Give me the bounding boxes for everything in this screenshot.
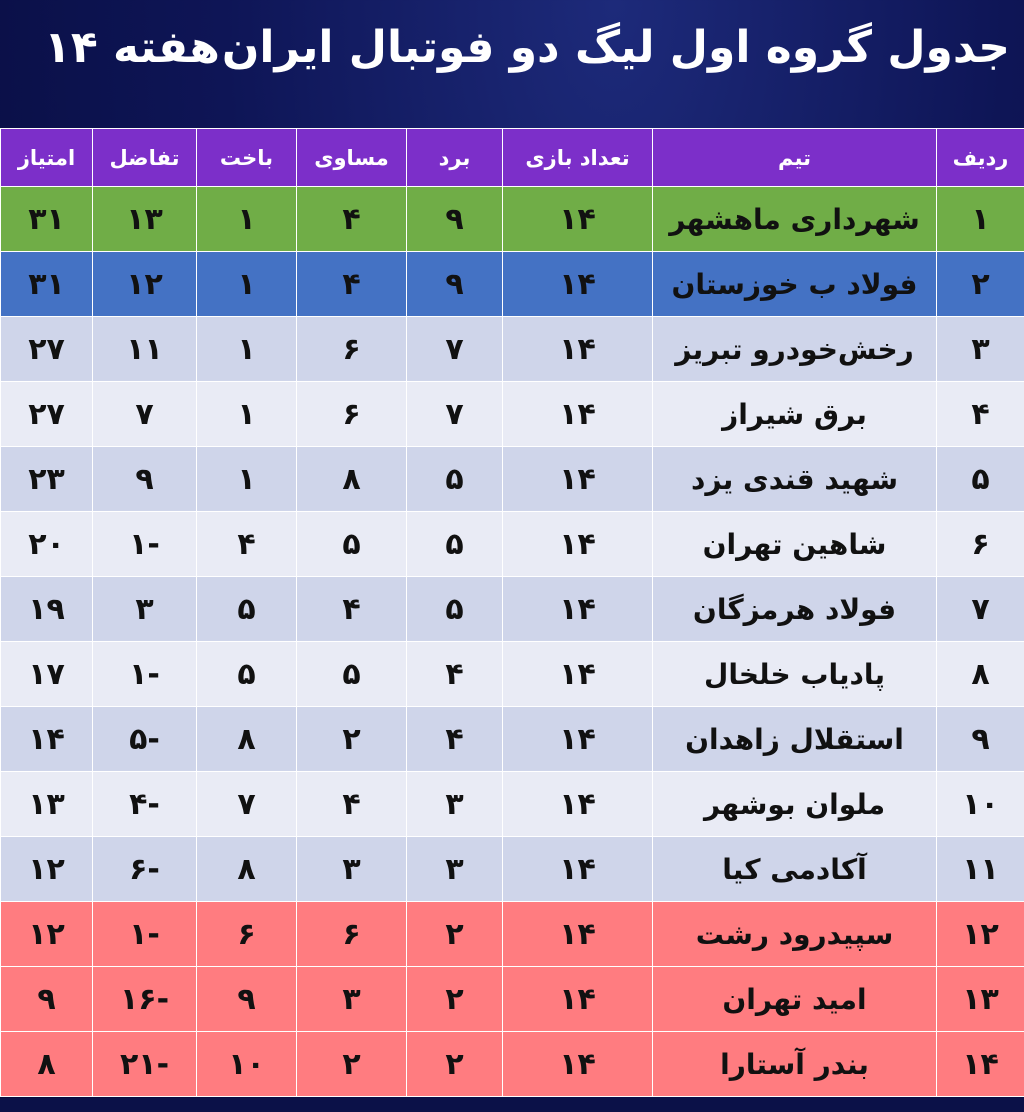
played-cell: ۱۴ <box>503 252 653 317</box>
team-cell: سپیدرود رشت <box>653 902 937 967</box>
points-cell: ۱۳ <box>1 772 93 837</box>
points-cell: ۱۴ <box>1 707 93 772</box>
rank-cell: ۱۴ <box>937 1032 1024 1097</box>
lost-cell: ۴ <box>197 512 297 577</box>
won-cell: ۵ <box>407 577 503 642</box>
column-header-rank: ردیف <box>937 129 1024 187</box>
played-cell: ۱۴ <box>503 642 653 707</box>
table-row <box>1 187 1024 252</box>
lost-cell: ۱ <box>197 382 297 447</box>
drawn-cell: ۵ <box>297 512 407 577</box>
played-cell: ۱۴ <box>503 512 653 577</box>
drawn-cell: ۴ <box>297 577 407 642</box>
played-cell: ۱۴ <box>503 707 653 772</box>
rank-cell: ۱۰ <box>937 772 1024 837</box>
rank-cell: ۲ <box>937 252 1024 317</box>
played-cell: ۱۴ <box>503 317 653 382</box>
table-row <box>1 252 1024 317</box>
won-cell: ۲ <box>407 1032 503 1097</box>
drawn-cell: ۶ <box>297 317 407 382</box>
table-row <box>1 317 1024 382</box>
column-header-lost: باخت <box>197 129 297 187</box>
table-row <box>1 577 1024 642</box>
goal-difference-cell: -۵ <box>93 707 197 772</box>
played-cell: ۱۴ <box>503 1032 653 1097</box>
team-cell: فولاد ب خوزستان <box>653 252 937 317</box>
table-row <box>1 1032 1024 1097</box>
drawn-cell: ۴ <box>297 187 407 252</box>
points-cell: ۱۲ <box>1 837 93 902</box>
played-cell: ۱۴ <box>503 837 653 902</box>
rank-cell: ۸ <box>937 642 1024 707</box>
won-cell: ۴ <box>407 642 503 707</box>
won-cell: ۳ <box>407 772 503 837</box>
table-row <box>1 447 1024 512</box>
won-cell: ۲ <box>407 902 503 967</box>
table-row <box>1 837 1024 902</box>
lost-cell: ۱ <box>197 252 297 317</box>
points-cell: ۹ <box>1 967 93 1032</box>
column-header-points: امتیاز <box>1 129 93 187</box>
drawn-cell: ۵ <box>297 642 407 707</box>
drawn-cell: ۳ <box>297 837 407 902</box>
won-cell: ۷ <box>407 317 503 382</box>
week-label: هفته ۱۴ <box>44 22 220 73</box>
rank-cell: ۱۳ <box>937 967 1024 1032</box>
goal-difference-cell: -۱ <box>93 642 197 707</box>
lost-cell: ۱ <box>197 187 297 252</box>
team-cell: آکادمی کیا <box>653 837 937 902</box>
standings-table <box>0 128 1024 1097</box>
team-cell: شهرداری ماهشهر <box>653 187 937 252</box>
goal-difference-cell: -۲۱ <box>93 1032 197 1097</box>
team-cell: فولاد هرمزگان <box>653 577 937 642</box>
team-cell: پادیاب خلخال <box>653 642 937 707</box>
column-header-goal-difference: تفاضل <box>93 129 197 187</box>
goal-difference-cell: ۱۳ <box>93 187 197 252</box>
goal-difference-cell: ۱۲ <box>93 252 197 317</box>
drawn-cell: ۸ <box>297 447 407 512</box>
table-row <box>1 772 1024 837</box>
rank-cell: ۱۲ <box>937 902 1024 967</box>
drawn-cell: ۴ <box>297 252 407 317</box>
points-cell: ۳۱ <box>1 252 93 317</box>
column-header-team: تیم <box>653 129 937 187</box>
points-cell: ۲۷ <box>1 382 93 447</box>
table-body <box>1 187 1024 1097</box>
rank-cell: ۶ <box>937 512 1024 577</box>
won-cell: ۹ <box>407 252 503 317</box>
rank-cell: ۴ <box>937 382 1024 447</box>
team-cell: امید تهران <box>653 967 937 1032</box>
played-cell: ۱۴ <box>503 967 653 1032</box>
goal-difference-cell: -۶ <box>93 837 197 902</box>
rank-cell: ۱ <box>937 187 1024 252</box>
played-cell: ۱۴ <box>503 577 653 642</box>
rank-cell: ۷ <box>937 577 1024 642</box>
won-cell: ۷ <box>407 382 503 447</box>
page-header <box>0 0 1024 128</box>
column-header-won: برد <box>407 129 503 187</box>
team-cell: رخش‌خودرو تبریز <box>653 317 937 382</box>
lost-cell: ۸ <box>197 837 297 902</box>
won-cell: ۵ <box>407 447 503 512</box>
won-cell: ۵ <box>407 512 503 577</box>
drawn-cell: ۲ <box>297 1032 407 1097</box>
lost-cell: ۵ <box>197 577 297 642</box>
points-cell: ۱۲ <box>1 902 93 967</box>
team-cell: برق شیراز <box>653 382 937 447</box>
footer-bar <box>0 1098 1024 1112</box>
rank-cell: ۵ <box>937 447 1024 512</box>
played-cell: ۱۴ <box>503 902 653 967</box>
points-cell: ۲۰ <box>1 512 93 577</box>
goal-difference-cell: ۱۱ <box>93 317 197 382</box>
lost-cell: ۱۰ <box>197 1032 297 1097</box>
lost-cell: ۶ <box>197 902 297 967</box>
goal-difference-cell: -۱ <box>93 512 197 577</box>
played-cell: ۱۴ <box>503 447 653 512</box>
goal-difference-cell: -۱ <box>93 902 197 967</box>
team-cell: استقلال زاهدان <box>653 707 937 772</box>
drawn-cell: ۶ <box>297 902 407 967</box>
goal-difference-cell: ۷ <box>93 382 197 447</box>
table-header-row <box>1 129 1024 187</box>
goal-difference-cell: -۴ <box>93 772 197 837</box>
goal-difference-cell: ۳ <box>93 577 197 642</box>
won-cell: ۳ <box>407 837 503 902</box>
team-cell: شاهین تهران <box>653 512 937 577</box>
played-cell: ۱۴ <box>503 772 653 837</box>
table-row <box>1 707 1024 772</box>
goal-difference-cell: -۱۶ <box>93 967 197 1032</box>
lost-cell: ۸ <box>197 707 297 772</box>
team-cell: بندر آستارا <box>653 1032 937 1097</box>
drawn-cell: ۲ <box>297 707 407 772</box>
points-cell: ۱۹ <box>1 577 93 642</box>
rank-cell: ۱۱ <box>937 837 1024 902</box>
won-cell: ۴ <box>407 707 503 772</box>
played-cell: ۱۴ <box>503 187 653 252</box>
goal-difference-cell: ۹ <box>93 447 197 512</box>
table-row <box>1 382 1024 447</box>
lost-cell: ۹ <box>197 967 297 1032</box>
page-title: جدول گروه اول لیگ دو فوتبال ایران <box>221 22 1010 73</box>
table-row <box>1 967 1024 1032</box>
points-cell: ۱۷ <box>1 642 93 707</box>
table-row <box>1 512 1024 577</box>
table-row <box>1 642 1024 707</box>
points-cell: ۲۷ <box>1 317 93 382</box>
lost-cell: ۵ <box>197 642 297 707</box>
rank-cell: ۹ <box>937 707 1024 772</box>
points-cell: ۸ <box>1 1032 93 1097</box>
won-cell: ۹ <box>407 187 503 252</box>
points-cell: ۲۳ <box>1 447 93 512</box>
lost-cell: ۱ <box>197 317 297 382</box>
points-cell: ۳۱ <box>1 187 93 252</box>
lost-cell: ۷ <box>197 772 297 837</box>
team-cell: ملوان بوشهر <box>653 772 937 837</box>
drawn-cell: ۴ <box>297 772 407 837</box>
column-header-drawn: مساوی <box>297 129 407 187</box>
lost-cell: ۱ <box>197 447 297 512</box>
won-cell: ۲ <box>407 967 503 1032</box>
drawn-cell: ۶ <box>297 382 407 447</box>
rank-cell: ۳ <box>937 317 1024 382</box>
played-cell: ۱۴ <box>503 382 653 447</box>
team-cell: شهید قندی یزد <box>653 447 937 512</box>
table-row <box>1 902 1024 967</box>
drawn-cell: ۳ <box>297 967 407 1032</box>
column-header-played: تعداد بازی <box>503 129 653 187</box>
